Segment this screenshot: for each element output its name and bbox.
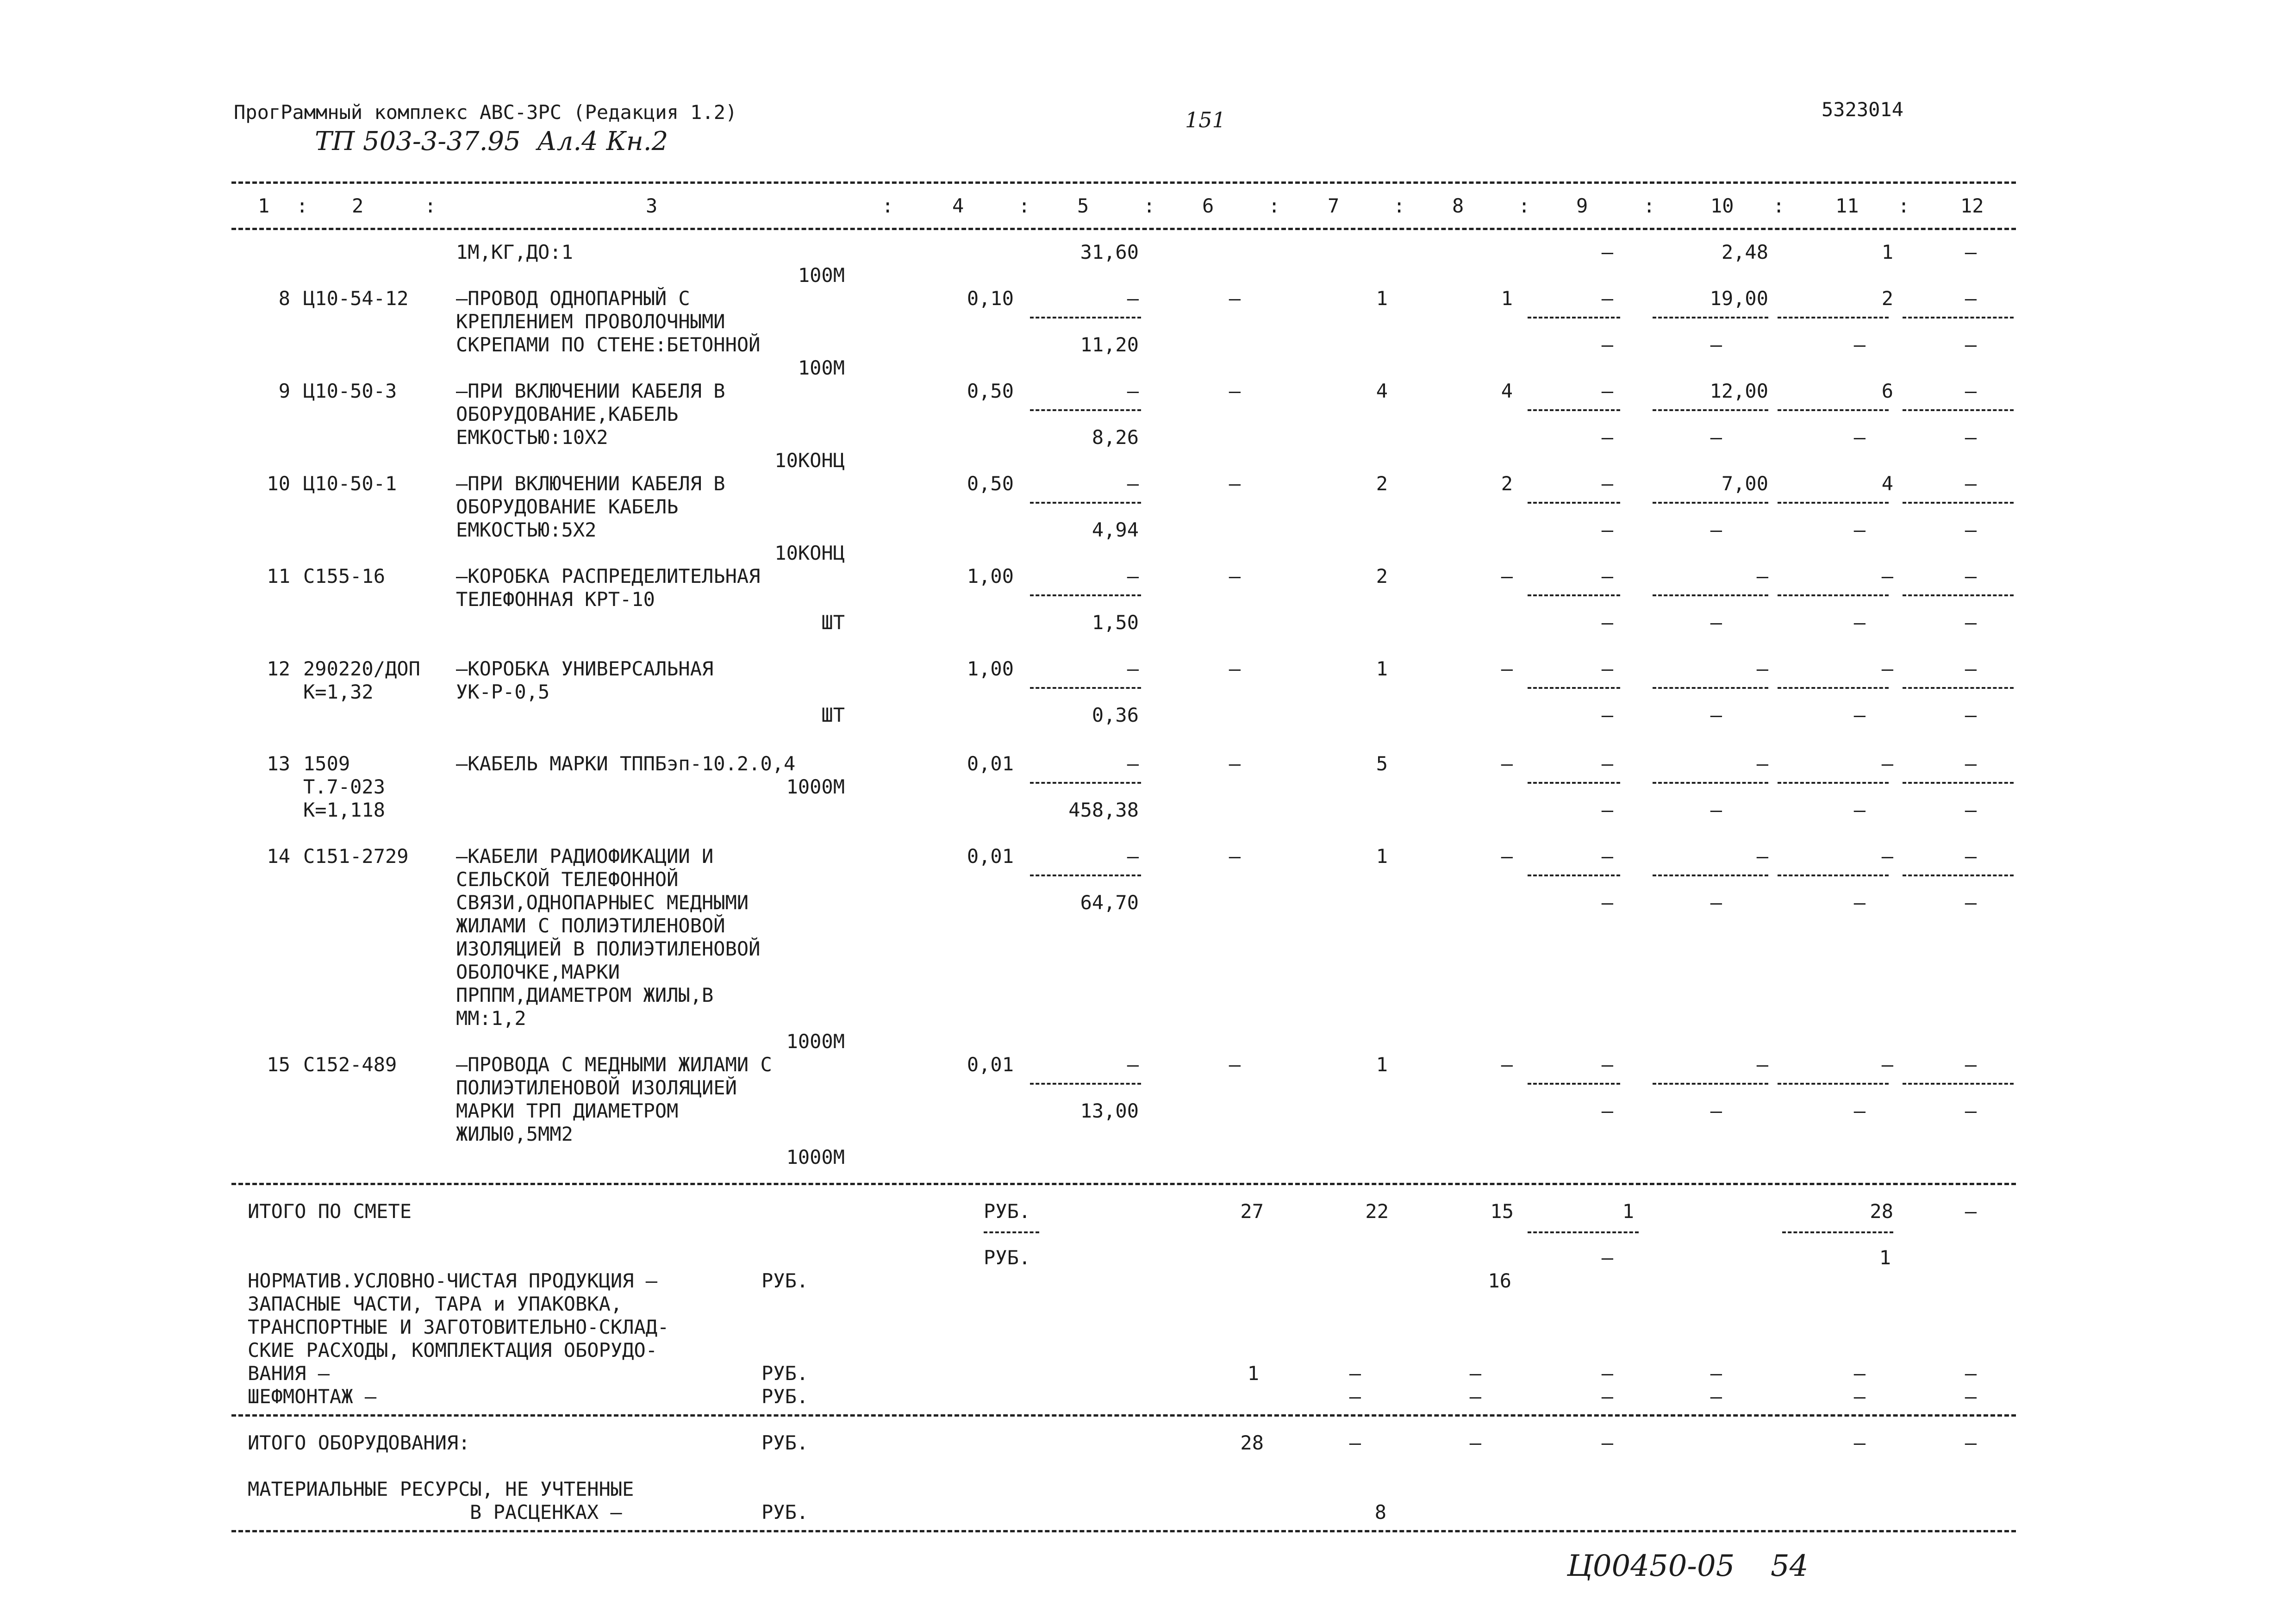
cell-divider bbox=[1030, 409, 1141, 411]
column-separator: : bbox=[1643, 194, 1655, 217]
cell-col5-bottom: 64,70 bbox=[1080, 891, 1139, 914]
cell-divider bbox=[1653, 874, 1768, 876]
cell-col9: – bbox=[1601, 241, 1613, 263]
cell-col5-top: – bbox=[1127, 287, 1139, 310]
document-code: 5323014 bbox=[1822, 98, 1904, 121]
cell-col10: 12,00 bbox=[1710, 380, 1768, 402]
cell-col9: – bbox=[1601, 657, 1613, 680]
cell-col11: 4 bbox=[1881, 472, 1893, 495]
cell-col11: – bbox=[1881, 657, 1893, 680]
equipment-total-dash: – bbox=[1601, 1431, 1613, 1454]
unit-of-measure: 100М bbox=[798, 264, 845, 287]
materials-value: 8 bbox=[1374, 1501, 1386, 1524]
unit-of-measure: 1000М bbox=[786, 775, 845, 798]
currency-label: РУБ. bbox=[761, 1269, 809, 1292]
work-description: УК-Р-0,5 bbox=[456, 681, 550, 703]
cell-col5-bottom: 1,50 bbox=[1092, 611, 1139, 634]
cell-col10: 19,00 bbox=[1710, 287, 1768, 310]
total-col9-second: – bbox=[1601, 1246, 1613, 1269]
column-header-10: 10 bbox=[1710, 194, 1734, 217]
cell-col8: 2 bbox=[1501, 472, 1513, 495]
currency-label: РУБ. bbox=[761, 1385, 809, 1408]
column-header-5: 5 bbox=[1077, 194, 1089, 217]
cell-col7: 2 bbox=[1376, 472, 1388, 495]
cell-col8: – bbox=[1501, 1053, 1513, 1076]
cell-col4: 1,00 bbox=[967, 565, 1014, 587]
cell-bottom-col12: – bbox=[1965, 704, 1977, 726]
column-separator: : bbox=[1268, 194, 1280, 217]
cell-col6: – bbox=[1229, 472, 1241, 495]
equipment-dash: – bbox=[1853, 1362, 1866, 1385]
column-header-7: 7 bbox=[1328, 194, 1340, 217]
sheet-number: 54 bbox=[1771, 1549, 1809, 1583]
cell-col10: 2,48 bbox=[1721, 241, 1768, 263]
cell-col12: – bbox=[1965, 752, 1977, 775]
work-description: СВЯЗИ,ОДНОПАРНЫЕС МЕДНЫМИ bbox=[456, 891, 749, 914]
cell-bottom-col10: – bbox=[1710, 799, 1722, 821]
cell-col7: 1 bbox=[1376, 1053, 1388, 1076]
cell-col11: 1 bbox=[1881, 241, 1893, 263]
cell-divider bbox=[1903, 687, 2014, 689]
work-description: ПРППМ,ДИАМЕТРОМ ЖИЛЫ,В bbox=[456, 984, 714, 1006]
cell-col5-top: – bbox=[1127, 657, 1139, 680]
cell-col5-bottom: 4,94 bbox=[1092, 518, 1139, 541]
work-description: ЕМКОСТЬЮ:5Х2 bbox=[456, 518, 597, 541]
work-description: ИЗОЛЯЦИЕЙ В ПОЛИЭТИЛЕНОВОЙ bbox=[456, 937, 761, 960]
cell-bottom-col9: – bbox=[1601, 891, 1613, 914]
cell-bottom-col11: – bbox=[1853, 1099, 1866, 1122]
bottom-rule bbox=[231, 1530, 2016, 1532]
work-description: –ПРИ ВКЛЮЧЕНИИ КАБЕЛЯ В bbox=[456, 472, 725, 495]
equipment-total-dash: – bbox=[1965, 1431, 1977, 1454]
cell-col6: – bbox=[1229, 657, 1241, 680]
cell-divider bbox=[1030, 317, 1141, 319]
cell-col8: 4 bbox=[1501, 380, 1513, 402]
cell-col9: – bbox=[1601, 752, 1613, 775]
work-description: ОБОРУДОВАНИЕ КАБЕЛЬ bbox=[456, 495, 679, 518]
cell-col11: – bbox=[1881, 752, 1893, 775]
normative-text: СКИЕ РАСХОДЫ, КОМПЛЕКТАЦИЯ ОБОРУДО- bbox=[248, 1339, 658, 1362]
cell-col8: – bbox=[1501, 845, 1513, 868]
supervision-dash: – bbox=[1601, 1385, 1613, 1408]
cell-divider bbox=[1030, 594, 1141, 596]
cell-col10: – bbox=[1756, 657, 1768, 680]
work-description: –КАБЕЛЬ МАРКИ ТППБэп-10.2.0,4 bbox=[456, 752, 796, 775]
cell-divider bbox=[1903, 317, 2014, 319]
cell-divider bbox=[1030, 874, 1141, 876]
cell-col4: 1,00 bbox=[967, 657, 1014, 680]
cell-col11: 2 bbox=[1881, 287, 1893, 310]
supervision-dash: – bbox=[1853, 1385, 1866, 1408]
unit-of-measure: 10КОНЦ bbox=[774, 542, 845, 564]
page-number: 151 bbox=[1185, 107, 1226, 132]
unit-of-measure: 1000М bbox=[786, 1146, 845, 1168]
cell-divider bbox=[1030, 782, 1141, 784]
cell-divider bbox=[984, 1231, 1039, 1233]
work-description: –ПРОВОД ОДНОПАРНЫЙ С bbox=[456, 287, 690, 310]
totals-rule bbox=[231, 1183, 2016, 1185]
cell-col8: – bbox=[1501, 657, 1513, 680]
cell-col12: – bbox=[1965, 241, 1977, 263]
cell-col4: 0,01 bbox=[967, 1053, 1014, 1076]
work-description: ЕМКОСТЬЮ:10Х2 bbox=[456, 426, 608, 449]
cell-bottom-col11: – bbox=[1853, 799, 1866, 821]
cell-col6: – bbox=[1229, 380, 1241, 402]
cell-divider bbox=[1778, 874, 1889, 876]
cell-col7: 5 bbox=[1376, 752, 1388, 775]
cell-bottom-col11: – bbox=[1853, 333, 1866, 356]
cell-divider bbox=[1653, 782, 1768, 784]
column-header-11: 11 bbox=[1835, 194, 1859, 217]
currency-label: РУБ. bbox=[984, 1246, 1031, 1269]
cell-bottom-col10: – bbox=[1710, 333, 1722, 356]
unit-of-measure: ШТ bbox=[821, 704, 845, 726]
normative-text: НОРМАТИВ.УСЛОВНО-ЧИСТАЯ ПРОДУКЦИЯ – bbox=[248, 1269, 658, 1292]
cell-col12: – bbox=[1965, 287, 1977, 310]
cell-col7: 1 bbox=[1376, 657, 1388, 680]
cell-col9: – bbox=[1601, 380, 1613, 402]
cell-divider bbox=[1030, 502, 1141, 504]
cell-col5-bottom: 8,26 bbox=[1092, 426, 1139, 449]
work-description: ТЕЛЕФОННАЯ КРТ-10 bbox=[456, 588, 655, 611]
cell-col5-top: – bbox=[1127, 845, 1139, 868]
cell-col9: – bbox=[1601, 1053, 1613, 1076]
column-header-1: 1 bbox=[258, 194, 270, 217]
column-separator: : bbox=[1898, 194, 1910, 217]
cell-divider bbox=[1653, 317, 1768, 319]
column-header-9: 9 bbox=[1576, 194, 1588, 217]
cell-divider bbox=[1778, 687, 1889, 689]
equipment-dash: – bbox=[1469, 1362, 1481, 1385]
cell-col9: – bbox=[1601, 287, 1613, 310]
cell-divider bbox=[1903, 1083, 2014, 1085]
cell-divider bbox=[1903, 502, 2014, 504]
cell-divider bbox=[1528, 1083, 1620, 1085]
cell-bottom-col9: – bbox=[1601, 426, 1613, 449]
cell-divider bbox=[1782, 1231, 1893, 1233]
cell-col6: – bbox=[1229, 1053, 1241, 1076]
currency-label: РУБ. bbox=[984, 1200, 1031, 1223]
cell-col4: 0,50 bbox=[967, 472, 1014, 495]
code-coefficient: К=1,118 bbox=[303, 799, 386, 821]
column-header-12: 12 bbox=[1960, 194, 1984, 217]
equipment-rule bbox=[231, 1414, 2016, 1417]
work-description: ОБОЛОЧКЕ,МАРКИ bbox=[456, 961, 620, 983]
cell-col12: – bbox=[1965, 472, 1977, 495]
cell-col5-top: 31,60 bbox=[1080, 241, 1139, 263]
header-bottom-rule bbox=[231, 228, 2016, 230]
unit-of-measure: ШТ bbox=[821, 611, 845, 634]
cell-col4: 0,01 bbox=[967, 845, 1014, 868]
cell-divider bbox=[1653, 687, 1768, 689]
equipment-value: 1 bbox=[1247, 1362, 1259, 1385]
equipment-total-label: ИТОГО ОБОРУДОВАНИЯ: bbox=[248, 1431, 470, 1454]
equipment-dash: – bbox=[1710, 1362, 1722, 1385]
price-code: 290220/ДОП bbox=[303, 657, 420, 680]
cell-divider bbox=[1903, 782, 2014, 784]
column-header-2: 2 bbox=[352, 194, 364, 217]
column-separator: : bbox=[882, 194, 894, 217]
cell-bottom-col11: – bbox=[1853, 518, 1866, 541]
handwritten-stamp: Ц00450-05 bbox=[1567, 1549, 1735, 1583]
column-header-8: 8 bbox=[1452, 194, 1464, 217]
cell-col9: – bbox=[1601, 845, 1613, 868]
cell-divider bbox=[1778, 409, 1889, 411]
cell-divider bbox=[1778, 502, 1889, 504]
cell-bottom-col11: – bbox=[1853, 611, 1866, 634]
cell-col6: – bbox=[1229, 752, 1241, 775]
header-top-rule bbox=[231, 181, 2016, 184]
work-description: 1М,КГ,ДО:1 bbox=[456, 241, 573, 263]
work-description: МАРКИ ТРП ДИАМЕТРОМ bbox=[456, 1099, 679, 1122]
work-description: ЖИЛЫ0,5ММ2 bbox=[456, 1123, 573, 1145]
row-number: 10 bbox=[267, 472, 290, 495]
normative-text: ТРАНСПОРТНЫЕ И ЗАГОТОВИТЕЛЬНО-СКЛАД- bbox=[248, 1316, 669, 1338]
handwritten-reference: ТП 503-3-37.95 Ал.4 Кн.2 bbox=[315, 126, 668, 156]
cell-col7: 1 bbox=[1376, 845, 1388, 868]
cell-col5-top: – bbox=[1127, 565, 1139, 587]
cell-bottom-col10: – bbox=[1710, 704, 1722, 726]
cell-col5-top: – bbox=[1127, 472, 1139, 495]
cell-bottom-col11: – bbox=[1853, 426, 1866, 449]
work-description: КРЕПЛЕНИЕМ ПРОВОЛОЧНЫМИ bbox=[456, 310, 725, 333]
cell-divider bbox=[1653, 502, 1768, 504]
cell-divider bbox=[1653, 1083, 1768, 1085]
cell-col4: 0,01 bbox=[967, 752, 1014, 775]
cell-col11: – bbox=[1881, 565, 1893, 587]
supervision-dash: – bbox=[1965, 1385, 1977, 1408]
equipment-dash: – bbox=[1601, 1362, 1613, 1385]
program-title: ПрогРаммный комплекс АВС-ЗРС (Редакция 1.2) bbox=[234, 101, 737, 124]
cell-bottom-col10: – bbox=[1710, 611, 1722, 634]
column-separator: : bbox=[1773, 194, 1785, 217]
cell-bottom-col12: – bbox=[1965, 426, 1977, 449]
cell-col5-top: – bbox=[1127, 1053, 1139, 1076]
cell-bottom-col9: – bbox=[1601, 611, 1613, 634]
cell-col6: – bbox=[1229, 565, 1241, 587]
cell-col12: – bbox=[1965, 845, 1977, 868]
cell-divider bbox=[1528, 782, 1620, 784]
cell-col8: – bbox=[1501, 752, 1513, 775]
total-col9: 1 bbox=[1622, 1200, 1634, 1223]
cell-divider bbox=[1653, 409, 1768, 411]
equipment-total-dash: – bbox=[1349, 1431, 1361, 1454]
price-code: Ц10-50-3 bbox=[303, 380, 397, 402]
cell-bottom-col12: – bbox=[1965, 518, 1977, 541]
cell-bottom-col10: – bbox=[1710, 518, 1722, 541]
cell-col10: – bbox=[1756, 1053, 1768, 1076]
cell-bottom-col9: – bbox=[1601, 518, 1613, 541]
cell-col5-top: – bbox=[1127, 752, 1139, 775]
equipment-total-dash: – bbox=[1469, 1431, 1481, 1454]
cell-bottom-col12: – bbox=[1965, 333, 1977, 356]
cell-bottom-col9: – bbox=[1601, 799, 1613, 821]
normative-text: ЗАПАСНЫЕ ЧАСТИ, ТАРА и УПАКОВКА, bbox=[248, 1293, 623, 1315]
cell-bottom-col12: – bbox=[1965, 891, 1977, 914]
cell-bottom-col11: – bbox=[1853, 891, 1866, 914]
cell-col12: – bbox=[1965, 1053, 1977, 1076]
work-description: СЕЛЬСКОЙ ТЕЛЕФОННОЙ bbox=[456, 868, 679, 891]
cell-divider bbox=[1528, 502, 1620, 504]
column-separator: : bbox=[296, 194, 308, 217]
cell-divider bbox=[1903, 409, 2014, 411]
cell-bottom-col9: – bbox=[1601, 333, 1613, 356]
work-description: ПОЛИЭТИЛЕНОВОЙ ИЗОЛЯЦИЕЙ bbox=[456, 1076, 737, 1099]
cell-col11: – bbox=[1881, 1053, 1893, 1076]
supervision-dash: – bbox=[1349, 1385, 1361, 1408]
total-col12: – bbox=[1965, 1200, 1977, 1223]
cell-bottom-col9: – bbox=[1601, 704, 1613, 726]
price-code: С152-489 bbox=[303, 1053, 397, 1076]
cell-col12: – bbox=[1965, 657, 1977, 680]
column-header-6: 6 bbox=[1202, 194, 1214, 217]
row-number: 15 bbox=[267, 1053, 290, 1076]
code-coefficient: Т.7-023 bbox=[303, 775, 386, 798]
total-col7: 22 bbox=[1365, 1200, 1389, 1223]
cell-divider bbox=[1903, 594, 2014, 596]
code-coefficient: К=1,32 bbox=[303, 681, 374, 703]
work-description: ЖИЛАМИ С ПОЛИЭТИЛЕНОВОЙ bbox=[456, 914, 725, 937]
cell-col7: 2 bbox=[1376, 565, 1388, 587]
cell-col10: – bbox=[1756, 565, 1768, 587]
cell-col6: – bbox=[1229, 845, 1241, 868]
column-separator: : bbox=[424, 194, 437, 217]
work-description: –ПРИ ВКЛЮЧЕНИИ КАБЕЛЯ В bbox=[456, 380, 725, 402]
cell-bottom-col10: – bbox=[1710, 1099, 1722, 1122]
cell-divider bbox=[1778, 594, 1889, 596]
materials-label: МАТЕРИАЛЬНЫЕ РЕСУРСЫ, НЕ УЧТЕННЫЕ bbox=[248, 1478, 634, 1500]
cell-col10: 7,00 bbox=[1721, 472, 1768, 495]
work-description: СКРЕПАМИ ПО СТЕНЕ:БЕТОННОЙ bbox=[456, 333, 761, 356]
cell-divider bbox=[1528, 317, 1620, 319]
equipment-dash: – bbox=[1349, 1362, 1361, 1385]
cell-divider bbox=[1528, 874, 1620, 876]
work-description: –КАБЕЛИ РАДИОФИКАЦИИ И bbox=[456, 845, 714, 868]
cell-divider bbox=[1528, 409, 1620, 411]
row-number: 13 bbox=[267, 752, 290, 775]
cell-col10: – bbox=[1756, 845, 1768, 868]
cell-col7: 4 bbox=[1376, 380, 1388, 402]
cell-col4: 0,50 bbox=[967, 380, 1014, 402]
supervision-label: ШЕФМОНТАЖ – bbox=[248, 1385, 377, 1408]
cell-bottom-col10: – bbox=[1710, 891, 1722, 914]
column-separator: : bbox=[1518, 194, 1530, 217]
currency-label: РУБ. bbox=[761, 1501, 809, 1524]
cell-divider bbox=[1528, 687, 1620, 689]
cell-bottom-col12: – bbox=[1965, 1099, 1977, 1122]
cell-divider bbox=[1030, 687, 1141, 689]
price-code: С151-2729 bbox=[303, 845, 409, 868]
cell-col5-bottom: 11,20 bbox=[1080, 333, 1139, 356]
currency-label: РУБ. bbox=[761, 1362, 809, 1385]
unit-of-measure: 1000М bbox=[786, 1030, 845, 1053]
cell-col12: – bbox=[1965, 380, 1977, 402]
cell-col6: – bbox=[1229, 287, 1241, 310]
normative-value: 16 bbox=[1488, 1269, 1511, 1292]
cell-divider bbox=[1903, 874, 2014, 876]
cell-col11: – bbox=[1881, 845, 1893, 868]
equipment-total-value: 28 bbox=[1240, 1431, 1264, 1454]
cell-col7: 1 bbox=[1376, 287, 1388, 310]
cell-bottom-col12: – bbox=[1965, 611, 1977, 634]
supervision-dash: – bbox=[1469, 1385, 1481, 1408]
supervision-dash: – bbox=[1710, 1385, 1722, 1408]
cell-divider bbox=[1778, 1083, 1889, 1085]
cell-divider bbox=[1778, 782, 1889, 784]
column-separator: : bbox=[1143, 194, 1155, 217]
cell-col5-bottom: 13,00 bbox=[1080, 1099, 1139, 1122]
work-description: ОБОРУДОВАНИЕ,КАБЕЛЬ bbox=[456, 403, 679, 425]
cell-bottom-col12: – bbox=[1965, 799, 1977, 821]
row-number: 12 bbox=[267, 657, 290, 680]
cell-bottom-col11: – bbox=[1853, 704, 1866, 726]
work-description: –КОРОБКА РАСПРЕДЕЛИТЕЛЬНАЯ bbox=[456, 565, 761, 587]
work-description: –ПРОВОДА С МЕДНЫМИ ЖИЛАМИ С bbox=[456, 1053, 772, 1076]
unit-of-measure: 10КОНЦ bbox=[774, 449, 845, 472]
row-number: 8 bbox=[278, 287, 290, 310]
equipment-total-dash: – bbox=[1853, 1431, 1866, 1454]
cell-col8: 1 bbox=[1501, 287, 1513, 310]
normative-text: ВАНИЯ – bbox=[248, 1362, 330, 1385]
total-col11: 28 bbox=[1870, 1200, 1893, 1223]
price-code: Ц10-54-12 bbox=[303, 287, 409, 310]
column-header-3: 3 bbox=[646, 194, 658, 217]
cell-divider bbox=[1778, 317, 1889, 319]
total-estimate-label: ИТОГО ПО СМЕТЕ bbox=[248, 1200, 412, 1223]
cell-col11: 6 bbox=[1881, 380, 1893, 402]
work-description: –КОРОБКА УНИВЕРСАЛЬНАЯ bbox=[456, 657, 714, 680]
row-number: 9 bbox=[278, 380, 290, 402]
cell-divider bbox=[1528, 1231, 1639, 1233]
column-header-4: 4 bbox=[952, 194, 964, 217]
row-number: 14 bbox=[267, 845, 290, 868]
equipment-dash: – bbox=[1965, 1362, 1977, 1385]
cell-col10: – bbox=[1756, 752, 1768, 775]
cell-bottom-col10: – bbox=[1710, 426, 1722, 449]
price-code: С155-16 bbox=[303, 565, 386, 587]
currency-label: РУБ. bbox=[761, 1431, 809, 1454]
total-col6: 27 bbox=[1240, 1200, 1264, 1223]
column-separator: : bbox=[1393, 194, 1405, 217]
cell-col9: – bbox=[1601, 472, 1613, 495]
cell-col4: 0,10 bbox=[967, 287, 1014, 310]
total-col11-second: 1 bbox=[1879, 1246, 1891, 1269]
total-col8: 15 bbox=[1490, 1200, 1514, 1223]
cell-col9: – bbox=[1601, 565, 1613, 587]
price-code: Ц10-50-1 bbox=[303, 472, 397, 495]
cell-divider bbox=[1030, 1083, 1141, 1085]
cell-col8: – bbox=[1501, 565, 1513, 587]
unit-of-measure: 100М bbox=[798, 356, 845, 379]
cell-divider bbox=[1653, 594, 1768, 596]
cell-col5-top: – bbox=[1127, 380, 1139, 402]
row-number: 11 bbox=[267, 565, 290, 587]
cell-col12: – bbox=[1965, 565, 1977, 587]
materials-label: В РАСЦЕНКАХ – bbox=[470, 1501, 622, 1524]
cell-divider bbox=[1528, 594, 1620, 596]
column-separator: : bbox=[1018, 194, 1030, 217]
cell-col5-bottom: 458,38 bbox=[1068, 799, 1139, 821]
cell-bottom-col9: – bbox=[1601, 1099, 1613, 1122]
cell-col5-bottom: 0,36 bbox=[1092, 704, 1139, 726]
work-description: ММ:1,2 bbox=[456, 1007, 526, 1030]
price-code: 1509 bbox=[303, 752, 350, 775]
